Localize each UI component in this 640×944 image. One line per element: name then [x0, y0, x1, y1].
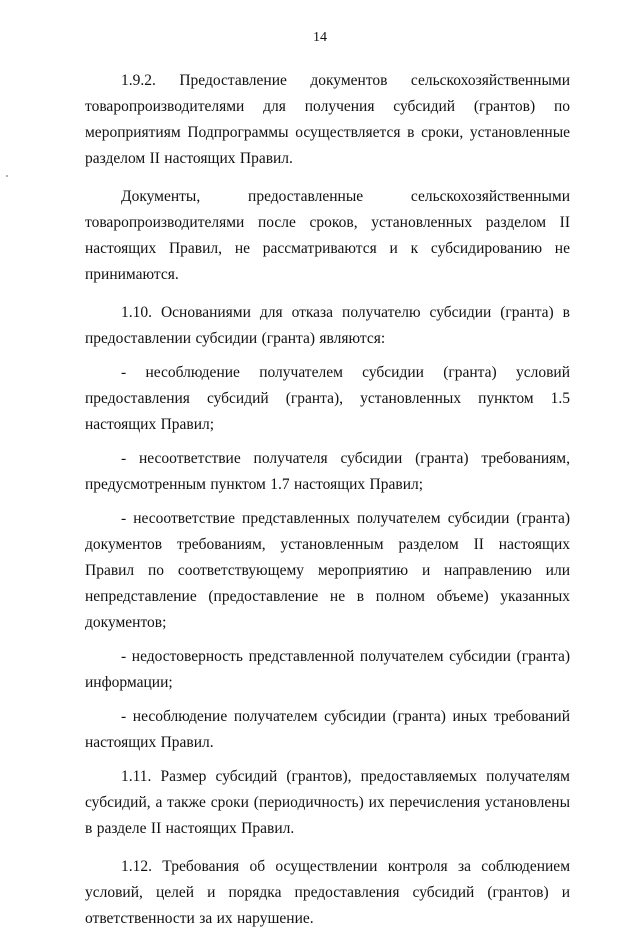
paragraph-documents-late: Документы, предоставленные сельскохозяйственными товаропроизводителями после сроков, установленных разделом II настоящих Правил, не рассматриваются и к субсидированию не принимаются. — [85, 188, 570, 283]
paragraph-1-12: 1.12. Требования об осуществлении контроля за соблюдением условий, целей и порядка предоставления субсидий (грантов) и ответственности за их нарушение. — [85, 858, 570, 927]
list-item-noncompliance-conditions: - несоблюдение получателем субсидии (гранта) условий предоставления субсидий (гранта), установленных пунктом 1.5 настоящих Правил; — [85, 364, 570, 433]
list-item-nonconformity-recipient: - несоответствие получателя субсидии (гранта) требованиям, предусмотренным пунктом 1.7 настоящих Правил; — [85, 450, 570, 493]
paragraph-1-11: 1.11. Размер субсидий (грантов), предоставляемых получателям субсидий, а также сроки (периодичность) их перечисления установлены в разделе II настоящих Правил. — [85, 768, 570, 837]
list-item-unreliable-information: - недостоверность представленной получателем субсидии (гранта) информации; — [85, 648, 570, 691]
paragraph-1-9-2: 1.9.2. Предоставление документов сельскохозяйственными товаропроизводителями для получения субсидий (грантов) по мероприятиям Подпрограммы осуществляется в сроки, установленные разделом II настоящих Правил. — [85, 72, 570, 167]
scan-speck — [6, 175, 8, 177]
list-item-nonconformity-documents: - несоответствие представленных получателем субсидии (гранта) документов требованиям, установленным разделом II настоящих Правил по соответствующему мероприятию и направлению или непредставление (предоставление не в полном объеме) указанных документов; — [85, 510, 570, 631]
page-body — [85, 68, 570, 944]
list-item-other-requirements: - несоблюдение получателем субсидии (гранта) иных требований настоящих Правил. — [85, 708, 570, 751]
paragraph-1-10: 1.10. Основаниями для отказа получателю субсидии (гранта) в предоставлении субсидии (гранта) являются: — [85, 304, 570, 347]
page-number: 14 — [313, 30, 327, 45]
